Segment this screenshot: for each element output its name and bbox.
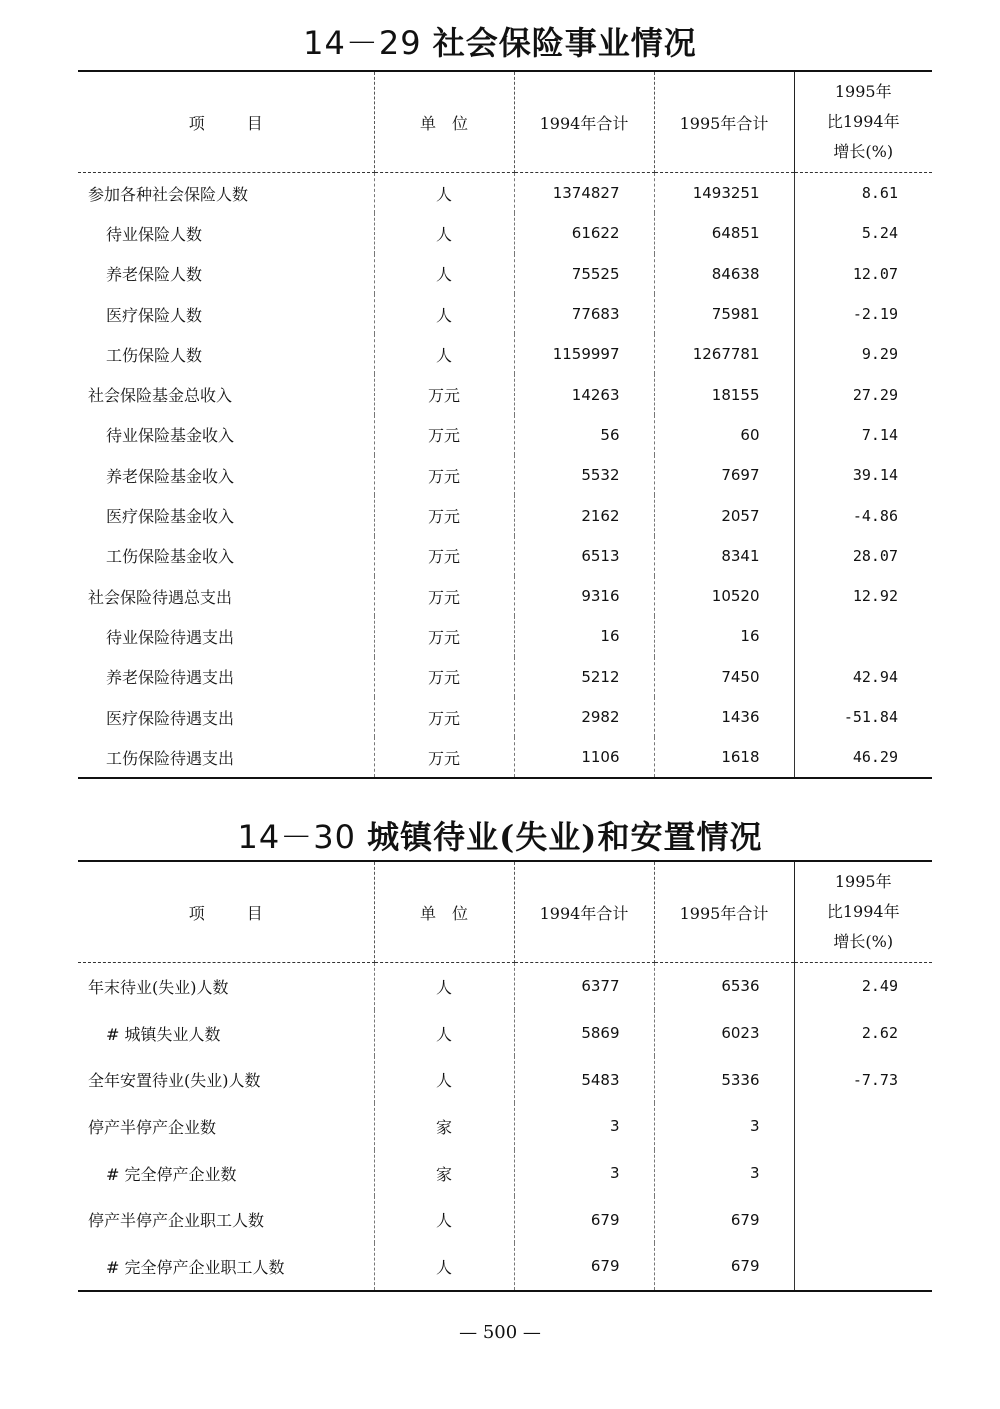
table-row [78, 213, 932, 253]
row-1994-cell: 1374827 [514, 173, 654, 214]
table-row [78, 1010, 932, 1057]
row-item-cell: 全年安置待业(失业)人数 [78, 1056, 374, 1103]
row-item-cell: 养老保险待遇支出 [78, 657, 374, 697]
row-growth-cell: 9.29 [794, 334, 932, 374]
row-growth-cell [794, 1243, 932, 1291]
table1 [78, 70, 932, 779]
row-unit-cell: 人 [374, 173, 514, 214]
table-row [78, 374, 932, 414]
row-growth-cell: 2.49 [794, 963, 932, 1010]
row-item-cell: 停产半停产企业数 [78, 1103, 374, 1150]
table-row [78, 415, 932, 455]
row-unit-cell: 人 [374, 963, 514, 1010]
row-1995-cell: 64851 [654, 213, 794, 253]
table-row [78, 1103, 932, 1150]
table2 [78, 860, 932, 1292]
row-item-cell: 工伤保险基金收入 [78, 536, 374, 576]
row-1995-cell: 84638 [654, 254, 794, 294]
header-unit: 单位 [374, 861, 514, 963]
row-1995-cell: 16 [654, 616, 794, 656]
row-growth-cell: 8.61 [794, 173, 932, 214]
row-item-cell: 医疗保险待遇支出 [78, 697, 374, 737]
row-1995-cell: 1493251 [654, 173, 794, 214]
row-unit-cell: 万元 [374, 697, 514, 737]
row-growth-cell: -51.84 [794, 697, 932, 737]
row-1995-cell: 1618 [654, 737, 794, 778]
row-unit-cell: 万元 [374, 415, 514, 455]
row-unit-cell: 万元 [374, 374, 514, 414]
row-1995-cell: 6023 [654, 1010, 794, 1057]
row-1995-cell: 10520 [654, 576, 794, 616]
row-1995-cell: 18155 [654, 374, 794, 414]
table-row [78, 616, 932, 656]
row-1995-cell: 7450 [654, 657, 794, 697]
header-1995: 1995年合计 [654, 71, 794, 173]
header-growth-line1: 1995年 [834, 872, 892, 891]
row-item-cell: 工伤保险人数 [78, 334, 374, 374]
row-1994-cell: 1159997 [514, 334, 654, 374]
row-1994-cell: 2982 [514, 697, 654, 737]
table-row [78, 254, 932, 294]
row-1994-cell: 2162 [514, 495, 654, 535]
header-item: 项目 [78, 71, 374, 173]
row-1994-cell: 3 [514, 1150, 654, 1197]
row-growth-cell: -2.19 [794, 294, 932, 334]
row-1995-cell: 5336 [654, 1056, 794, 1103]
table-row [78, 576, 932, 616]
table-row [78, 1243, 932, 1291]
row-item-cell: 工伤保险待遇支出 [78, 737, 374, 778]
row-item-cell: # 完全停产企业数 [78, 1150, 374, 1197]
row-growth-cell: 39.14 [794, 455, 932, 495]
row-1994-cell: 6513 [514, 536, 654, 576]
table-row [78, 737, 932, 778]
table-row [78, 657, 932, 697]
row-1995-cell: 75981 [654, 294, 794, 334]
row-1994-cell: 3 [514, 1103, 654, 1150]
table2-header-row [78, 861, 932, 963]
header-1994: 1994年合计 [514, 861, 654, 963]
row-growth-cell: 7.14 [794, 415, 932, 455]
row-growth-cell: 12.92 [794, 576, 932, 616]
header-growth-line2: 比1994年 [826, 112, 900, 131]
row-growth-cell [794, 616, 932, 656]
row-1994-cell: 5483 [514, 1056, 654, 1103]
row-growth-cell [794, 1150, 932, 1197]
row-1995-cell: 3 [654, 1103, 794, 1150]
row-1995-cell: 1436 [654, 697, 794, 737]
row-growth-cell: 5.24 [794, 213, 932, 253]
row-1994-cell: 77683 [514, 294, 654, 334]
row-item-cell: 待业保险待遇支出 [78, 616, 374, 656]
page-number: — 500 — [459, 1322, 541, 1343]
row-unit-cell: 人 [374, 1056, 514, 1103]
header-growth-line2: 比1994年 [826, 902, 900, 921]
row-1995-cell: 2057 [654, 495, 794, 535]
row-unit-cell: 万元 [374, 737, 514, 778]
row-unit-cell: 万元 [374, 657, 514, 697]
row-1994-cell: 5532 [514, 455, 654, 495]
row-1995-cell: 6536 [654, 963, 794, 1010]
row-item-cell: 社会保险基金总收入 [78, 374, 374, 414]
table2-name: 城镇待业(失业)和安置情况 [367, 818, 763, 856]
row-1994-cell: 1106 [514, 737, 654, 778]
row-item-cell: 待业保险基金收入 [78, 415, 374, 455]
row-item-cell: 停产半停产企业职工人数 [78, 1196, 374, 1243]
table-row [78, 1150, 932, 1197]
row-1995-cell: 60 [654, 415, 794, 455]
row-unit-cell: 万元 [374, 616, 514, 656]
row-1994-cell: 9316 [514, 576, 654, 616]
row-1995-cell: 679 [654, 1196, 794, 1243]
row-1994-cell: 6377 [514, 963, 654, 1010]
row-item-cell: # 完全停产企业职工人数 [78, 1243, 374, 1291]
header-growth-line1: 1995年 [834, 82, 892, 101]
row-item-cell: 医疗保险人数 [78, 294, 374, 334]
row-growth-cell: 12.07 [794, 254, 932, 294]
row-unit-cell: 人 [374, 1243, 514, 1291]
row-item-cell: 养老保险人数 [78, 254, 374, 294]
row-1994-cell: 14263 [514, 374, 654, 414]
table1-title [0, 18, 1000, 64]
row-1994-cell: 56 [514, 415, 654, 455]
row-growth-cell: -4.86 [794, 495, 932, 535]
row-growth-cell: 2.62 [794, 1010, 932, 1057]
header-item: 项目 [78, 861, 374, 963]
row-unit-cell: 人 [374, 1010, 514, 1057]
row-unit-cell: 万元 [374, 576, 514, 616]
header-1995: 1995年合计 [654, 861, 794, 963]
table-row [78, 1056, 932, 1103]
header-1994: 1994年合计 [514, 71, 654, 173]
row-1995-cell: 3 [654, 1150, 794, 1197]
row-1994-cell: 16 [514, 616, 654, 656]
table-row [78, 963, 932, 1010]
table-row [78, 495, 932, 535]
row-unit-cell: 人 [374, 213, 514, 253]
row-item-cell: 社会保险待遇总支出 [78, 576, 374, 616]
row-1994-cell: 5869 [514, 1010, 654, 1057]
header-growth [794, 861, 932, 963]
row-1994-cell: 75525 [514, 254, 654, 294]
table2-body [78, 963, 932, 1291]
table-row [78, 455, 932, 495]
table-row [78, 536, 932, 576]
row-growth-cell [794, 1103, 932, 1150]
row-item-cell: 参加各种社会保险人数 [78, 173, 374, 214]
table2-title [0, 812, 1000, 858]
header-growth-line3: 增长(%) [833, 932, 894, 951]
table1-name: 社会保险事业情况 [432, 24, 697, 62]
row-unit-cell: 人 [374, 1196, 514, 1243]
row-1995-cell: 7697 [654, 455, 794, 495]
row-unit-cell: 人 [374, 334, 514, 374]
table2-number: 14－30 [237, 818, 356, 856]
table-row [78, 334, 932, 374]
row-unit-cell: 家 [374, 1103, 514, 1150]
table1-body [78, 173, 932, 779]
header-growth [794, 71, 932, 173]
row-1994-cell: 679 [514, 1196, 654, 1243]
row-unit-cell: 家 [374, 1150, 514, 1197]
table-row [78, 697, 932, 737]
table1-number: 14－29 [303, 24, 422, 62]
row-item-cell: 医疗保险基金收入 [78, 495, 374, 535]
row-item-cell: 养老保险基金收入 [78, 455, 374, 495]
row-unit-cell: 人 [374, 254, 514, 294]
row-item-cell: # 城镇失业人数 [78, 1010, 374, 1057]
row-growth-cell: 46.29 [794, 737, 932, 778]
row-unit-cell: 万元 [374, 455, 514, 495]
row-unit-cell: 万元 [374, 536, 514, 576]
row-1994-cell: 679 [514, 1243, 654, 1291]
row-unit-cell: 万元 [374, 495, 514, 535]
row-growth-cell: 28.07 [794, 536, 932, 576]
row-1994-cell: 5212 [514, 657, 654, 697]
table-row [78, 1196, 932, 1243]
row-growth-cell: -7.73 [794, 1056, 932, 1103]
row-item-cell: 年末待业(失业)人数 [78, 963, 374, 1010]
table-row [78, 294, 932, 334]
header-unit: 单位 [374, 71, 514, 173]
row-1995-cell: 679 [654, 1243, 794, 1291]
row-1995-cell: 8341 [654, 536, 794, 576]
table1-header-row [78, 71, 932, 173]
row-item-cell: 待业保险人数 [78, 213, 374, 253]
row-growth-cell: 42.94 [794, 657, 932, 697]
row-growth-cell: 27.29 [794, 374, 932, 414]
row-1995-cell: 1267781 [654, 334, 794, 374]
row-1994-cell: 61622 [514, 213, 654, 253]
header-growth-line3: 增长(%) [833, 142, 894, 161]
table-row [78, 173, 932, 214]
row-growth-cell [794, 1196, 932, 1243]
row-unit-cell: 人 [374, 294, 514, 334]
